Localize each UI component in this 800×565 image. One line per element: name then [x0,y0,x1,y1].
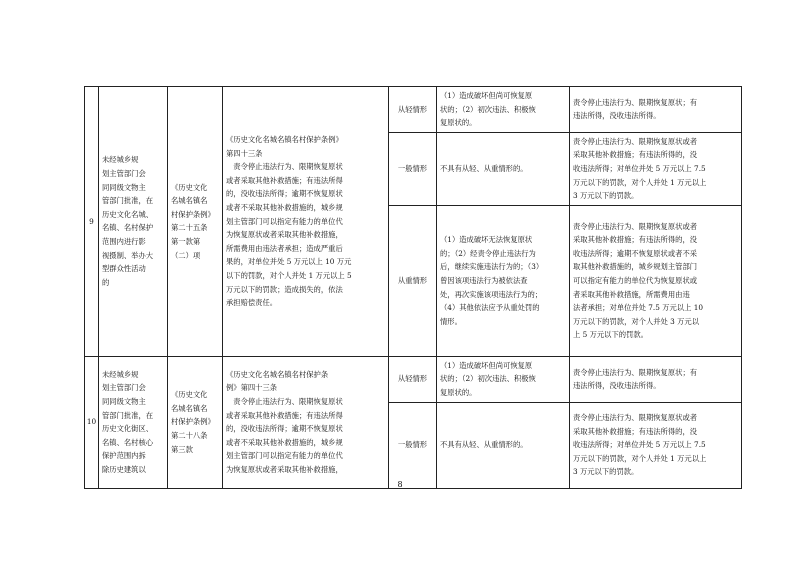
penalty-clause-line: 为恢复原状或者采取其他补救措施， [226,464,343,474]
violation-description-line: 历史文化街区、 [102,424,154,434]
circumstance-description [437,132,570,205]
circumstance-description-line: 状的；（2）初次违法、积极恢 [440,104,536,114]
legal-basis-line: 村保护条例》 [171,417,215,427]
violation-description [99,87,168,357]
circumstance-description-line: 不具有从轻、从重情形的。 [440,440,528,450]
penalty-standard-line: 收违法所得；对单位并处 5 万元以上 7.5 [573,163,706,173]
legal-basis-line: 名城名镇名 [171,196,208,206]
penalty-clause-line: 承担赔偿责任。 [226,298,278,308]
penalty-clause [223,87,389,357]
circumstance-description-line: 不具有从轻、从重情形的。 [440,163,528,173]
penalty-standard-line: 万元以下的罚款，对个人并处 3 万元以 [573,316,700,326]
legal-basis-line: 《历史文化 [171,182,208,192]
legal-basis-line: 第三款 [171,444,193,454]
circumstance-description-line: （1）造成破坏但尚可恢复原 [440,360,533,370]
penalty-standard-line: 采取其他补救措施；有违法所得的，没 [573,426,698,436]
penalty-standard-line: 采取其他补救措施；有违法所得的，没 [573,150,698,160]
penalty-standard-line: 责令停止违法行为、限期恢复原状；有 [573,97,698,107]
circumstance-description-line: 处，再次实施该项违法行为的； [440,289,543,299]
penalty-standard-line: 违法所得，没收违法所得。 [573,111,661,121]
penalty-clause-line: 划主管部门可以指定有能力的单位代 [226,451,343,461]
circumstance-kind: 从重情形 [389,205,437,356]
violation-description-line: 的 [102,277,110,287]
penalty-standard-line: 者采取其他补救措施，所需费用由违 [573,289,690,299]
violation-description-line: 划主管部门会 [102,383,146,393]
penalty-standard-line: 责令停止违法行为、限期恢复原状或者 [573,413,698,423]
legal-basis-line: （二）项 [171,250,201,260]
penalty-standard-line: 采取其他补救措施；有违法所得的，没 [573,235,698,245]
penalty-standard-line: 万元以下的罚款，对个人并处 1 万元以上 [573,453,707,463]
circumstance-description-line: 情形。 [440,316,462,326]
circumstance-description-line: （1）造成破坏但尚可恢复原 [440,91,533,100]
penalty-clause-line: 《历史文化名城名镇名村保护条例》 [226,135,343,145]
penalty-clause-line: 的，没收违法所得；逾期不恢复原状 [226,424,343,434]
penalty-standard-line: 法者承担；对单位并处 7.5 万元以上 10 [573,303,704,313]
penalty-standard-line: 3 万元以下的罚款。 [573,191,639,201]
circumstance-kind: 一般情形 [389,132,437,205]
violation-description-line: 管部门批准，在 [102,196,154,206]
penalty-standard-line: 责令停止违法行为、限期恢复原状；有 [573,367,698,377]
penalty-clause-line: 划主管部门可以指定有能力的单位代 [226,216,343,226]
violation-description-line: 保护范围内拆 [102,451,146,461]
legal-basis-line: 第二十八条 [171,430,208,440]
circumstance-kind: 从轻情形 [389,356,437,402]
circumstance-description-line: 后，继续实施违法行为的；（3） [440,262,544,272]
legal-basis-line: 《历史文化 [171,390,208,400]
penalty-clause-line: 所需费用由违法者承担；造成严重后 [226,243,343,253]
circumstance-description-line: （4）其他依法应予从重处罚的 [440,303,540,313]
penalty-standard [570,87,742,133]
penalty-standard-line: 3 万元以下的罚款。 [573,467,639,477]
penalty-standard [570,402,742,488]
penalty-standard-line: 收违法所得；对单位并处 5 万元以上 7.5 [573,440,706,450]
penalty-clause-line: 或者不采取其他补救措施的，城乡规 [226,437,343,447]
legal-basis-line: 第一款第 [171,236,201,246]
page-number: 8 [397,480,403,489]
legal-basis-line: 名城名镇名 [171,403,208,413]
circumstance-kind: 一般情形 [389,402,437,488]
circumstance-description-line: 复原状的。 [440,387,477,397]
penalty-standard [570,205,742,356]
penalty-clause-line: 例》第四十三条 [226,383,278,393]
violation-description-line: 范围内进行影 [102,236,146,246]
violation-description-line: 型群众性活动 [102,264,146,274]
penalty-standard [570,356,742,402]
penalty-clause-line: 万元以下的罚款；造成损失的，依法 [226,284,343,294]
item-number: 9 [85,87,99,357]
penalty-clause-line: 或者采取其他补救措施；有违法所得 [226,175,343,185]
violation-description-line: 同同级文物主 [102,396,146,406]
item-number: 10 [85,356,99,488]
violation-description-line: 同同级文物主 [102,182,146,192]
violation-description-line: 划主管部门会 [102,169,146,178]
penalty-standard-line: 万元以下的罚款，对个人并处 1 万元以上 [573,177,707,187]
violation-description [99,356,168,488]
violation-description-line: 未经城乡规 [102,155,139,165]
circumstance-kind: 从轻情形 [389,87,437,133]
violation-description-line: 除历史建筑以 [102,464,146,474]
table-row [85,87,742,133]
document-page [84,86,742,489]
penalty-clause-line: 责令停止违法行为、限期恢复原状 [226,162,343,172]
violation-description-line: 历史文化名城、 [102,209,154,219]
violation-description-line: 未经城乡规 [102,369,139,379]
penalty-clause-line: 果的，对单位并处 5 万元以上 10 万元 [226,257,352,267]
circumstance-description-line: 复原状的。 [440,118,477,128]
penalty-clause-line: 责令停止违法行为、限期恢复原状 [226,396,343,406]
penalty-standard [570,132,742,205]
violation-description-line: 名镇、名村核心 [102,437,154,447]
penalty-standard-line: 可以指定有能力的单位代为恢复原状或 [573,275,698,285]
circumstance-description-line: （1）造成破坏无法恢复原状 [440,235,533,245]
penalty-standard-line: 违法所得，没收违法所得。 [573,381,661,391]
legal-basis [168,356,223,488]
penalty-standard-line: 收违法所得；逾期不恢复原状或者不采 [573,248,698,258]
penalty-standard-line: 责令停止违法行为、限期恢复原状或者 [573,136,698,146]
penalty-clause-line: 以下的罚款，对个人并处 1 万元以上 5 [226,270,352,280]
penalty-clause-line: 为恢复原状或者采取其他补救措施， [226,230,343,240]
circumstance-description [437,356,570,402]
circumstance-description-line: 的；（2）经责令停止违法行为 [440,248,536,258]
circumstance-description-line: 曾因该项违法行为被依法查 [440,275,528,285]
penalty-clause-line: 的，没收违法所得；逾期不恢复原状 [226,189,343,199]
penalty-clause-line: 或者采取其他补救措施；有违法所得 [226,410,343,420]
penalty-clause-line: 《历史文化名城名镇名村保护条 [226,369,329,379]
violation-description-line: 管部门批准，在 [102,410,154,420]
legal-basis-line: 村保护条例》 [171,209,215,219]
penalty-standard-line: 责令停止违法行为、限期恢复原状或者 [573,221,698,231]
penalty-clause-line: 第四十三条 [226,148,263,158]
penalty-standard-line: 上 5 万元以下的罚款。 [573,330,648,340]
circumstance-description [437,402,570,488]
violation-description-line: 名镇、名村保护 [102,223,154,233]
table-row [85,356,742,402]
circumstance-description-line: 状的；（2）初次违法、积极恢 [440,374,536,384]
penalty-standards-table [84,86,742,489]
legal-basis [168,87,223,357]
circumstance-description [437,205,570,356]
penalty-clause-line: 或者不采取其他补救措施的，城乡规 [226,202,343,212]
violation-description-line: 视摄制、举办大 [102,250,154,260]
legal-basis-line: 第二十五条 [171,223,208,233]
penalty-clause [223,356,389,488]
penalty-standard-line: 取其他补救措施的，城乡规划主管部门 [573,262,698,272]
circumstance-description [437,87,570,133]
